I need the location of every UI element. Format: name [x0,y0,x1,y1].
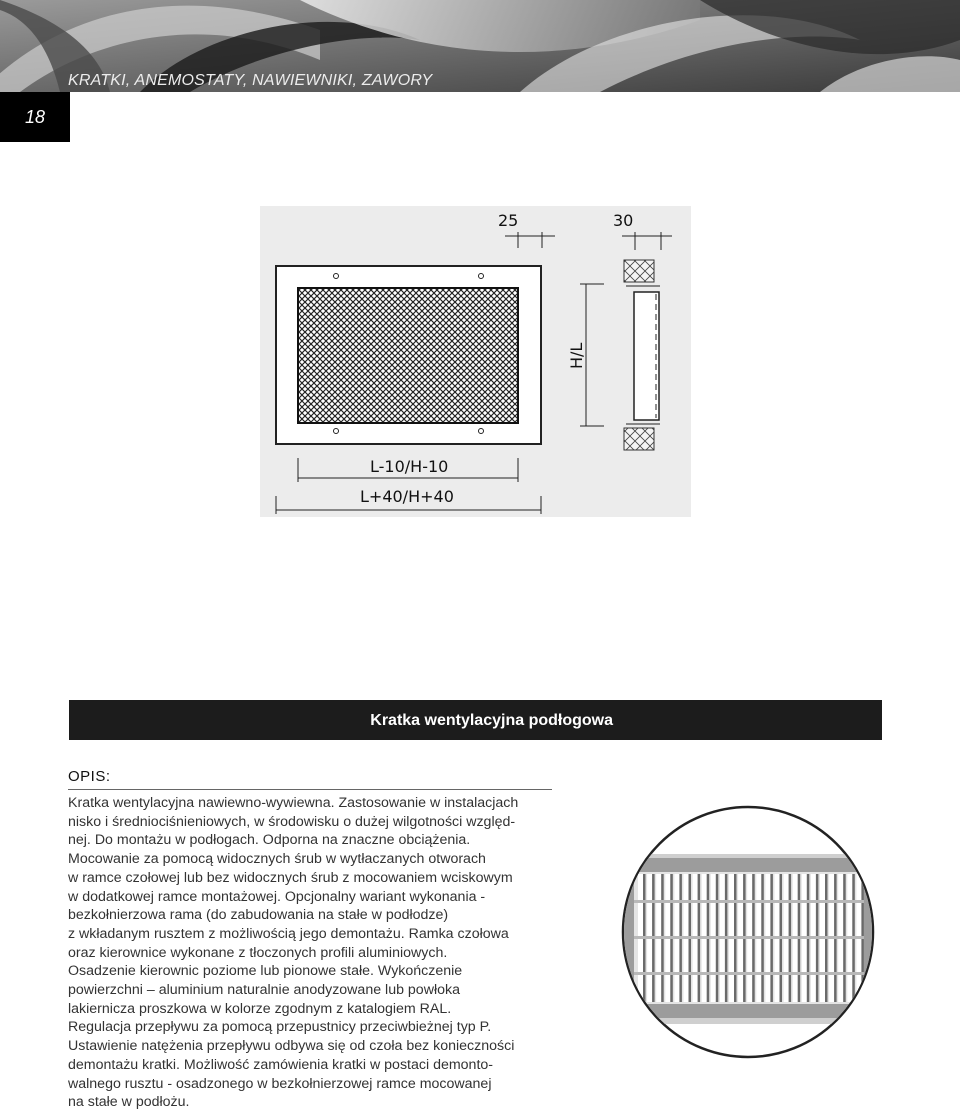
svg-text:L+40/H+40: L+40/H+40 [360,487,454,506]
description-line: Kratka wentylacyjna nawiewno-wywiewna. Zastosowanie w instalacjach [68,795,519,811]
page-number: 18 [0,92,70,142]
dimension-height [567,284,604,426]
header-banner [0,0,960,92]
description-line: z wkładanym rusztem z możliwością jego demontażu. Ramka czołowa [68,925,509,942]
product-title-bar [69,700,882,740]
svg-text:30: 30 [613,211,634,230]
grille-side-section [624,260,660,450]
description-line: w dodatkowej ramce montażowej. Opcjonalny wariant wykonania - [68,888,486,905]
description-line: demontażu kratki. Możliwość zamówienia kratki w postaci demonto- [68,1056,494,1073]
svg-text:L-10/H-10: L-10/H-10 [370,457,449,476]
svg-text:H/L: H/L [567,342,586,369]
description-line: bezkołnierzowa rama (do zabudowania na stałe w podłodze) [68,907,449,924]
description-line: Ustawienie natężenia przepływu odbywa się od czoła bez konieczności [68,1038,515,1055]
description-line: walnego rusztu - osadzonego w bezkołnierzowej ramce mocowanej [68,1075,492,1092]
product-photo [620,804,876,1060]
description-line: w ramce czołowej lub bez widocznych śrub z mocowaniem wciskowym [68,869,513,886]
description-line: nej. Do montażu w podłogach. Odporna na znaczne obciążenia. [68,832,471,849]
description-text [68,794,568,1112]
dimension-inner [298,457,518,482]
dimension-outer [276,487,541,514]
description-line: Regulacja przepływu za pomocą przepustnicy przeciwbieżnej typ P. [68,1019,492,1036]
product-title: Kratka wentylacyjna podłogowa [370,712,613,729]
description-heading: OPIS: [68,768,111,785]
dimension-30 [613,211,672,250]
grille-front-view [276,266,541,444]
description-line: Osadzenie kierownic poziome lub pionowe stałe. Wykończenie [68,963,463,980]
description-line: Mocowanie za pomocą widocznych śrub w wytłaczanych otworach [68,851,486,868]
catalog-section-title: KRATKI, ANEMOSTATY, NAWIEWNIKI, ZAWORY [68,72,433,89]
technical-drawing [260,206,691,517]
dimension-25 [498,211,555,248]
description-line: oraz kierownice wykonane z tłoczonych profili aluminiowych. [68,944,448,961]
svg-text:25: 25 [498,211,519,230]
description-line: powierzchni – aluminium naturalnie anodyzowane lub powłoka [68,982,460,999]
description-line: lakiernicza proszkowa w kolorze zgodnym z katalogiem RAL. [68,1000,452,1017]
heading-divider [68,789,552,790]
description-line: nisko i średniociśnieniowych, w środowisku o dużej wilgotności względ- [68,813,516,830]
description-line: na stałe w podłożu. [68,1094,190,1111]
